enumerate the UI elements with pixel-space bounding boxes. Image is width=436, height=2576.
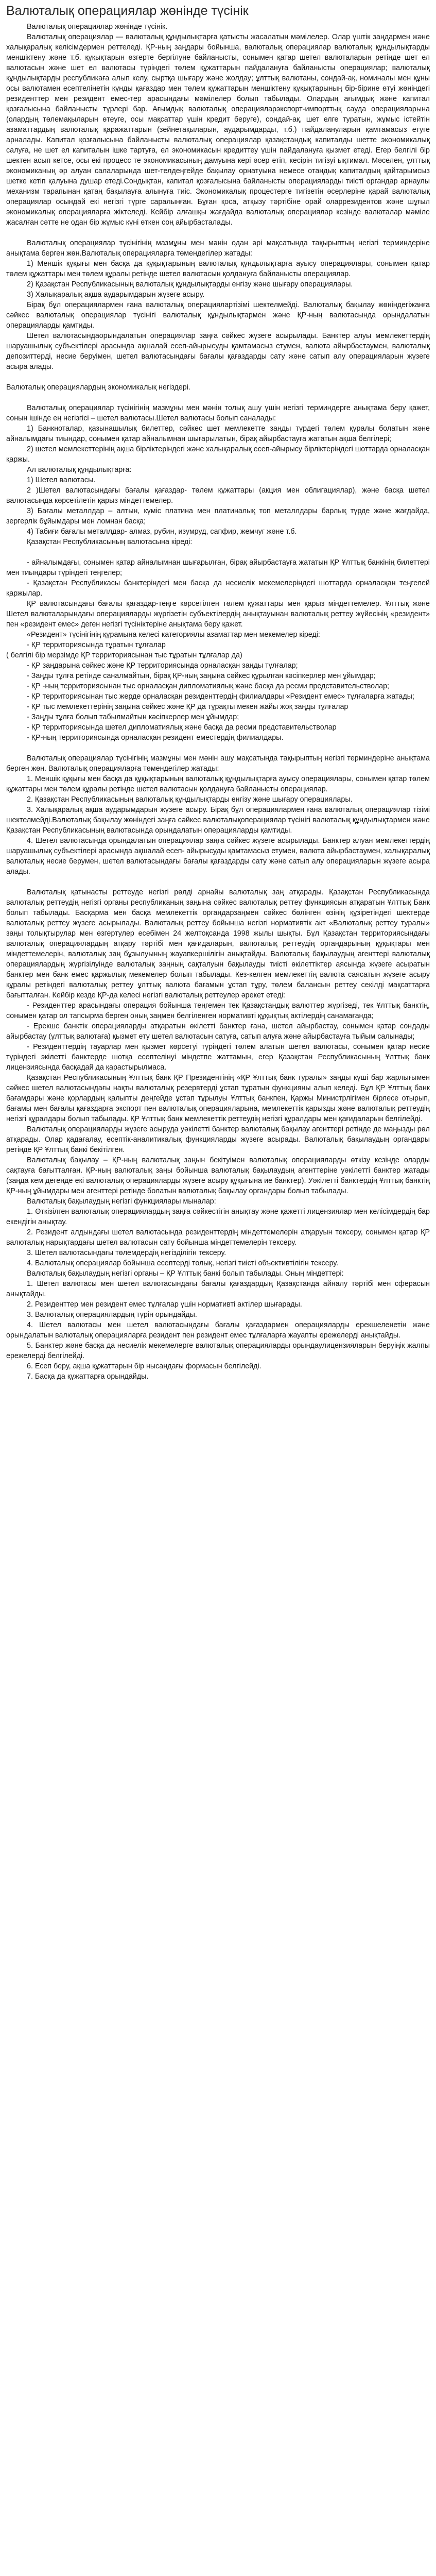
paragraph: - ҚР территориясында шетел дипломатиялық және басқа да ресми представительстволар [27, 723, 337, 732]
paragraph: - Резиденттердің тауарлар мен қызмет көрсетуі түріндегі төлем алатын шетел валютасы, сонымен қатар несие түріндегі экілетті банктерде шотқа есептелінуі міндетпе жаттамын, егер Қазақстан Республикасының Ұлттық банк лицензиясында басқадай да қарастырылмаса. [6, 1043, 430, 1072]
paragraph: Шетел валютасындаорындалатын операциялар заңға сәйкес жүзеге асырылады. Банктер алуы мемлекеттердің шаруашылық субъектілері арасында ақшалай есеп-айырысуды қамтамасыз етумен, валюта айырбастаумен, валюталық депозиттерді, несие беруімен, шетел валютасындағы бағалы қағаздарды сату және сатып алу операцияларын жүзеге асыра алады. [6, 332, 430, 371]
paragraph: Қазақстан Республикасының валютасына кіреді: [27, 538, 193, 546]
paragraph: 3) Халықаралық ақша аударымдарын жүзеге асыру. [27, 291, 205, 299]
paragraph: 2. Резиденттер мен резидент емес тұлғалар үшін нормативті актілер шығарады. [27, 1300, 302, 1309]
paragraph: 1) Меншік құқығы мен басқа да құқықтарының валюталық құндылықтарға ауысу операциялары, сонымен қатар төлем құжаттары мен төлем құралы ретінде шетел валютасын қолдануға байланысты операциялар. [6, 260, 430, 278]
paragraph: 6. Есеп беру, ақша құжаттарын бір нысандағы формасын белгілейді. [27, 1362, 261, 1370]
paragraph: 7. Басқа да құжаттарға орындайды. [27, 1372, 149, 1381]
paragraph: Валюталық операциялар жөнінде түсінік. [27, 23, 168, 31]
document-title: Валюталық операциялар жөнінде түсінік [6, 4, 249, 18]
paragraph: 4) Табиғи бағалы металлдар- алмаз, рубин, изумруд, сапфир, жемчуг және т.б. [27, 528, 297, 536]
paragraph: Қазақстан Республикасының Ұлттық банк ҚР Президентінің «ҚР Ұлттық банк туралы» заңды күші бар жарлығымен сәйкес шетел валютасындағы нақты валюталық резервтерді ұстап тұратын функцияны алып келеді. Бұл ҚР Ұлттық банк бағамдары және қорлардың қалыпты деңгейде ұстап тұрылуы Ұлттық банкпен, Қаржы Министрлігімен бірлесе отырып, бағамы мен бағалы қағаздарға экспорт пен валюталық операцияларына, мемлекеттік қарызды және валюталық реттеудің негізгі құралдары болып табылады. ҚР Ұлттық банк мемлекеттік реттеудің негізгі құралдары мен қағидаларын белгілейді. [6, 1074, 430, 1123]
document-body [6, 22, 430, 1382]
paragraph: Валюталық операциялар түсінігінің мазмұны мен мәнін одан әрі мақсатында тақырыптың негізгі терминдеріне анықтама берген жөн.Валюталық операцияларға төмендегілер жатады: [6, 239, 430, 258]
paragraph: 2) шетел мемлекеттерінің ақша бірліктеріндегі және халықаралық есеп-айырысу бірліктеріндегі шоттарда орналасқан қаржы. [6, 445, 430, 464]
paragraph-spacer [6, 393, 430, 403]
paragraph: Валюталық операцияларды жүзеге асыруда уәкілетті банктер валюталық бақылау агенттері ретінде де маңызды рөл атқарады. Олар қадағалау, есептік-аналитикалық функцияларды жүзеге асырады. Валюталық бақылаудың органдары ретінде ҚР Ұлттық банкі бекітілген. [6, 1125, 430, 1154]
paragraph: - ҚР -ның территориясынан тыс орналасқан дипломатиялық және басқа да ресми представительстволар; [27, 682, 390, 690]
paragraph-spacer [6, 372, 430, 382]
paragraph: - Заңды тұлға болып табылмайтын кәсіпкерлер мен ұйымдар; [27, 713, 239, 721]
paragraph: Ал валюталық құндылықтарға: [27, 466, 132, 474]
paragraph: 1. Өткізілген валюталық операциялардың заңға сәйкестігін анықтау және қажетті лицензиялар мен келісімдердің бар екендігін анықтау. [6, 1208, 430, 1226]
paragraph-spacer [6, 228, 430, 238]
paragraph: - ҚР заңдарына сәйкес және ҚР территориясында орналасқан заңды тұлғалар; [27, 662, 298, 670]
paragraph: Валюталық операциялар түсінігінің мазмұны мен мәнін ашу мақсатында тақырыптың негізгі терминдеріне анықтама берген жөн. Валюталық операцияларға төмендегілер жатады: [6, 754, 430, 773]
paragraph: - айналымдағы, сонымен қатар айналымнан шығарылған, бірақ айырбастауға жататын ҚР Ұлттық банкінің билеттері мен тиындары түріндегі теңгелер; [6, 558, 430, 577]
paragraph-spacer [6, 877, 430, 887]
paragraph-spacer [6, 547, 430, 557]
paragraph: 2) Қазақстан Республикасының валюталық құндылықтарды енгізу және шығару операциялары. [27, 280, 353, 289]
paragraph: Валюталық операциялар түсінігінің мазмұны мен мәнін толық ашу үшін негізгі терминдерге анықтама беру қажет, сонын ішінде ең негізгісі – шетел валютасы.Шетел валютасы болып саналады: [6, 404, 430, 422]
paragraph: 2. Қазақстан Республикасының валюталық құндылықтарды енгізу және шығару операциялары. [27, 795, 353, 804]
paragraph: 1) Шетел валютасы. [27, 476, 96, 484]
paragraph: ҚР валютасындағы бағалы қағаздар-теңге көрсетілген төлем құжаттары мен қарыз міндеттемелер. Ұлттық және Шетел валюталарындағы операцияларды жүргізетін субъектілердің анықтауынан валюталық реттеу жүйесінің «резидент» пен «резидент емес» деген негізгі түсініктеріне анықтама беру қажет. [6, 600, 430, 629]
paragraph: 1. Шетел валютасы мен шетел валютасындағы бағалы қағаздардың Қазақстанда айналу тәртібі мен сферасын анықтайды. [6, 1280, 430, 1298]
paragraph: - Заңды тұлға ретінде саналмайтын, бірақ ҚР-ның заңына сәйкес құрылған кәсіпкерлер мен ұйымдар; [27, 672, 376, 680]
paragraph: Бірақ бұл операциялармен ғана валюталық операциялартізімі шектелмейді. Валюталық бақылау жөніндегіжанға сәйкес валюталық операциялар түсінігі валюталық құндылықтармен және ҚР-ның валютасында орындалатын операцияларды қамтиды. [6, 301, 430, 330]
paragraph: - ҚР территориясынан тыс жерде орналасқан резиденттердің филиалдары «Резидент емес» тұлғаларға жатады; [27, 692, 414, 701]
paragraph: Валюталық қатынасты реттеуде негізгі рөлді арнайы валюталық заң атқарады. Қазақстан Республикасында валюталық реттеудің негізгі органы республиканың заңына сәйкес валюталық реттеу функциясын атқаратын Ұлттық Банк болып табылады. Басқарма мен басқа мемлекеттік органдарзаңмен сәйкес бөлінген өзінің құзіретіндегі шектерде валюталық реттеу жүзеге асырылады. Валюталық реттеу бойынша негізгі нормативтік акт «Валюталық реттеу туралы» заңы толықтырулар мен өзгертулер есебімен 24 желтоқсанда 1998 жылы шықты. Бұл Қазақстан территориясындағы валюталық операциялардың атқару тәртібі мен қағидаларын, валюталық реттеудің органдарының құқықтары мен міндеттемелерін, валюталық заң бұзылуының жауапкершілігін анықтайды. Валюталық бақылаудың агенттері валюталық операциялардың жүргізілуінде валюталық заңның сақталуын бақылауды тиісті өкілеттіктер аясында жүзеге асыратын банктер мен банк емес қаржылық мекемелер болып табылады. Кез-келген мемлекеттің валюта саясатын жүзеге асыру құралы ретіндегі валюталық реттеу ұлттық валюта бағамын ұстап тұру, төлем балансын реттеу секілді мақсаттарға бағытталған. Кейбір кезде ҚР-да келесі негізгі валюталық реттеулер әрекет етеді: [6, 888, 430, 999]
paragraph: - Резиденттер арасындағы операция бойынша теңгемен тек Қазақстандық валюттер жүргізеді, тек Ұлттық банктің, сонымен қатар ол тапсырма берген оның заңмен белгіленген нормативті құқықтық актілердің санамағанда; [6, 1002, 430, 1020]
paragraph: - Ерекше банктік операцияларды атқаратын өкілетті банктер ғана, шетел айырбастау, сонымен қатар сондады айырбастау (ұлттық валютаға) қызмет ету шетел валютасын сатуға, сатып алуға және айырбастауға тыйым салынады; [6, 1022, 430, 1041]
paragraph: 4. Шетел валютасы мен шетел валютасындағы бағалы қағаздармен операцияларды ерекшеленетін және орындалатын валюталық операцияларға резидент пен резидент емес тұлғаларға жауапты ережелерді анықтайды. [6, 1321, 430, 1340]
paragraph: 4. Шетел валютасында орындалатын операциялар заңға сәйкес жүзеге асырылады. Банктер алуан мемлекеттердің шаруашылық субъектілері арасында ақшалай есеп- айырысуды қамтамасыз етумен, валюта айырбастаумен, халықаралық валюталық несие берумен, шетел валютасындағы бағалы қағаздарды сату және сатып алу операцияларын жүзеге асыра алады. [6, 837, 430, 876]
paragraph: 3. Шетел валютасындағы төлемдердің негізділігін тексеру. [27, 1249, 226, 1257]
paragraph: 4. Валюталық операциялар бойынша есептерді толық, негізгі тиісті объективтілігін тексеру. [27, 1259, 339, 1267]
paragraph: - ҚР тыс мемлекеттерінің заңына сәйкес және ҚР да тұрақты мекен жайы жоқ заңды тұлғалар [27, 703, 348, 711]
paragraph: Валюталық бақылау – ҚР-ның валюталық заңын бекітуімен валюталық операцияларды өткізу кезінде оларды сақтауға бағытталған. ҚР-ның валюталық заңы бойынша валюталық бақылаудың агенттеріне уәкілетті банктер жатады (заңда кем дегенде екі валюталық операцияларды жүзеге асыру құқығына ие банктер). Уәкілетті банктердің Ұлттық банктің ҚР-ның ұйымдары мен агенттері ретінде болатын валюталық бақылау органдары болып табылады. [6, 1156, 430, 1195]
paragraph: Валюталық бақылаудың негізгі функциялары мыналар: [27, 1197, 216, 1206]
paragraph: - Қазақстан Республикасы банктеріндегі мен басқа да несиелік мекемелеріндегі шоттарда орналасқан теңгелей қаржылар. [6, 579, 430, 598]
paragraph: Валюталық операциялар — валюталық құндылықтарға қатысты жасалатын мәмілелер. Олар үштік заңдармен және халықаралық келісімдермен реттеледі. ҚР-ның заңдары бойынша, валюталық операциялар валюталық құндылықтарды меншіктену және т.б. құқықтарын өзгерте бергілуне байланысты, сонымен қатар шетел валюталарын ретінде шет ел валютасын және шет ел валютасы түріндегі төлем құжаттарын пайдалануға байланысты операциялар; валюталық құндылықтарды республикаға алып келу, сыртқа шығару және жолдау; ұлттық валютаны, сондай-ақ, номиналы мен құны осы валютамен есептелінетін құнды қағаздар мен төлем құжаттарын меншіктену құқықтарының бір-бірине өтуі жөніндегі резиденттер мен резидент емес-тер арасындағы мәмілелер болып табылады. Олардың ағымдық және капитал қозғалысына байланысты түрлері бар. Ағымдық валюталық операцияларэкспорт-импорттық сауда операцияларына (олардың төлемақыларын өтеуге, осы мақсаттар үшін кредит беруге), сондай-ақ, шет елге туратын, жұмыс істейтін азаматтардың валюталық қаражаттарын (зейнетақыларын, аударымдарды, т.б.) пайдалануларын қамтамасыз етуге арналады. Капитал қозғалысына байланысты валюталық операциялар қазақстандық капиталды шетте экономикалық салуға, не шет ел капиталын ішке тартуға, ел экономикасын кредиттеу үшін пайдалануға қызмет етеді. Егер белгілі бір шектен асып кетсе, осы екі процесс те экономикасының дамуына кері әсер етіп, кесірін тигізуі ықтимал. Мәселен, ұлттық экономиканың әр алуан салаларында шет-телдеңгейде бақылау орнатуына немесе отандық капиталдың қайтарымсыз шетке кетіп қалуына душар етеді.Сондықтан, капитал қозғалысына байланысты операцияларды тиісті органдар арнаулы механизм тарапынан қатаң бақылауға алынуға тиіс. Экономикалық процестерге тигізетін әсерлеріне қарай валюталық операциялар осындай екі негізгі түрге саралынған. Бұған қоса, атқызу тәртібіне орай оларрезидентов және шұғыл экономикалық операцияларға жіктеледі. Кейбір алғашқы жағдайда валюталық операциялар кезінде валюталар мәміле жасалған сәтте не одан бір жұмыс күні өткен соң айырбасталады. [6, 33, 430, 227]
paragraph: Валюталық операциялардың экономикалық негіздері. [6, 383, 190, 392]
paragraph: 5. Банктер және басқа да несиелік мекемелерге валюталық операцияларды орындаулицензияларын беруіңік жалпы ережелерді белгілейді. [6, 1342, 430, 1360]
paragraph: 1. Меншік құқығы мен басқа да құқықтарының валюталық құндылықтарға ауысу операциялары, сонымен қатар төлем құжаттары мен төлем құралы ретінде шетел валютасын қолдануға байланысты операциялар. [6, 775, 430, 793]
paragraph: - ҚР-ның территориясында орналасқан резидент еместердің филиалдары. [27, 734, 284, 742]
paragraph-spacer [6, 743, 430, 753]
paragraph: 3) Бағалы металлдар – алтын, күміс платина мен платиналық топ металлдары барлық түрде және жағдайда, зергерлік бұйымдары мен ломнан басқа; [6, 507, 430, 526]
paragraph: 2 )Шетел валютасындағы бағалы қағаздар- төлем құжаттары (акция мен облигациялар), және басқа шетел валютасында көрсетілетін қарыз міндеттемелер. [6, 486, 430, 505]
paragraph: 3. Халықаралық ақша аударымдарын жүзеге асыру. Бірақ бұл операциялармен ғана валюталық операциялар тізімі шектелмейді.Валюталық бақылау жөніндегі заңға сәйкес валюталықоперациялар түсінігі валюталық құндылықтармен және Қазақстан Республикасының валютасында орындалатын операцияларды қамтиды. [6, 806, 430, 835]
paragraph: - ҚР территориясында тұратын тұлғалар [27, 641, 166, 649]
paragraph: 3. Валюталық операциялардың түрін орындайды. [27, 1311, 197, 1319]
paragraph: 2. Резидент алдындағы шетел валютасында резиденттердің міндеттемелерін атқаруын тексеру, сонымен қатар ҚР валюталық нарықтардағы шетел валютасын сату бойынша міндеттемелерін тексеру. [6, 1228, 430, 1247]
paragraph: 1) Банкноталар, қазынашылық билеттер, сәйкес шет мемлекетте заңды түрдегі төлем құралы болатын және айналымдағы тиындар, сонымен қатар айналымнан шығарылатын, бірақ айырбастауға жататын ақша белгілері; [6, 425, 430, 443]
paragraph: ( белгілі бір мерзімде ҚР территориясынан тыс тұратын тұлғалар да) [6, 651, 242, 659]
paragraph: «Резидент» түсінігінің құрамына келесі категориялы азаматтар мен мекемелер кіреді: [27, 631, 320, 639]
paragraph: Валюталық бақылаудың негізгі органы – ҚР Ұлттық банкі болып табылады. Оның міндеттері: [27, 1269, 344, 1278]
